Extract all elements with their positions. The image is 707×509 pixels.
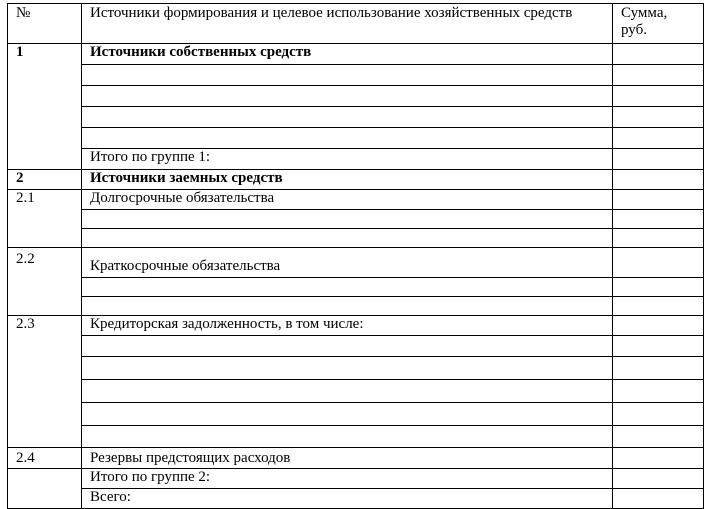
table-row: [8, 65, 704, 86]
item-2-1-row: [8, 190, 704, 210]
group1-title-sum: [613, 44, 704, 65]
table-row: [8, 229, 704, 248]
group2-total: Итого по группе 2:: [82, 469, 613, 489]
table-row: [8, 426, 704, 448]
blank-cell: [613, 336, 704, 357]
grand-total: Всего:: [82, 489, 613, 509]
group1-title-row: [8, 44, 704, 65]
group2-total-sum: [613, 469, 704, 489]
item-2-4-sum: [613, 448, 704, 469]
blank-cell: [613, 278, 704, 297]
item-2-4-label: Резервы предстоящих расходов: [82, 448, 613, 469]
item-2-2-num: 2.2: [8, 248, 82, 316]
table-row: [8, 336, 704, 357]
group2-num: 2: [8, 170, 82, 190]
blank-cell: [613, 128, 704, 149]
table-row: [8, 86, 704, 107]
group2-total-row: [8, 469, 704, 489]
blank-cell: [82, 380, 613, 403]
group2-title-row: [8, 170, 704, 190]
blank-cell: [613, 403, 704, 426]
table-row: [8, 403, 704, 426]
item-2-2-row: [8, 248, 704, 278]
table-row: [8, 210, 704, 229]
header-num: №: [8, 4, 82, 44]
item-2-2-sum: [613, 248, 704, 278]
blank-cell: [82, 278, 613, 297]
group1-total-sum: [613, 149, 704, 170]
blank-cell: [82, 210, 613, 229]
table-row: [8, 357, 704, 380]
header-sum: Сумма, руб.: [613, 4, 704, 44]
blank-cell: [82, 357, 613, 380]
blank-cell: [613, 426, 704, 448]
blank-cell: [82, 297, 613, 316]
blank-cell: [613, 65, 704, 86]
blank-cell: [82, 403, 613, 426]
group1-total: Итого по группе 1:: [82, 149, 613, 170]
blank-cell: [82, 229, 613, 248]
item-2-1-sum: [613, 190, 704, 210]
totals-num-cell: [8, 469, 82, 509]
table-row: [8, 297, 704, 316]
blank-cell: [82, 336, 613, 357]
group2-title: Источники заемных средств: [82, 170, 613, 190]
item-2-3-num: 2.3: [8, 316, 82, 448]
group1-num: 1: [8, 44, 82, 170]
table-row: [8, 107, 704, 128]
table-header-row: [8, 4, 704, 44]
item-2-3-label: Кредиторская задолженность, в том числе:: [82, 316, 613, 336]
table-row: [8, 278, 704, 297]
item-2-2-label: Краткосрочные обязательства: [82, 248, 613, 278]
blank-cell: [613, 380, 704, 403]
blank-cell: [82, 128, 613, 149]
group2-title-sum: [613, 170, 704, 190]
header-name: Источники формирования и целевое использование хозяйственных средств: [82, 4, 613, 44]
grand-total-sum: [613, 489, 704, 509]
blank-cell: [82, 107, 613, 128]
blank-cell: [613, 357, 704, 380]
blank-cell: [82, 65, 613, 86]
blank-cell: [613, 86, 704, 107]
blank-cell: [82, 86, 613, 107]
blank-cell: [82, 426, 613, 448]
table-row: [8, 128, 704, 149]
blank-cell: [613, 107, 704, 128]
item-2-1-label: Долгосрочные обязательства: [82, 190, 613, 210]
item-2-1-num: 2.1: [8, 190, 82, 248]
item-2-4-row: [8, 448, 704, 469]
table-row: [8, 380, 704, 403]
sources-table: [7, 3, 704, 509]
group1-title: Источники собственных средств: [82, 44, 613, 65]
item-2-4-num: 2.4: [8, 448, 82, 469]
grand-total-row: [8, 489, 704, 509]
blank-cell: [613, 297, 704, 316]
group1-total-row: [8, 149, 704, 170]
blank-cell: [613, 229, 704, 248]
item-2-3-row: [8, 316, 704, 336]
item-2-3-sum: [613, 316, 704, 336]
blank-cell: [613, 210, 704, 229]
